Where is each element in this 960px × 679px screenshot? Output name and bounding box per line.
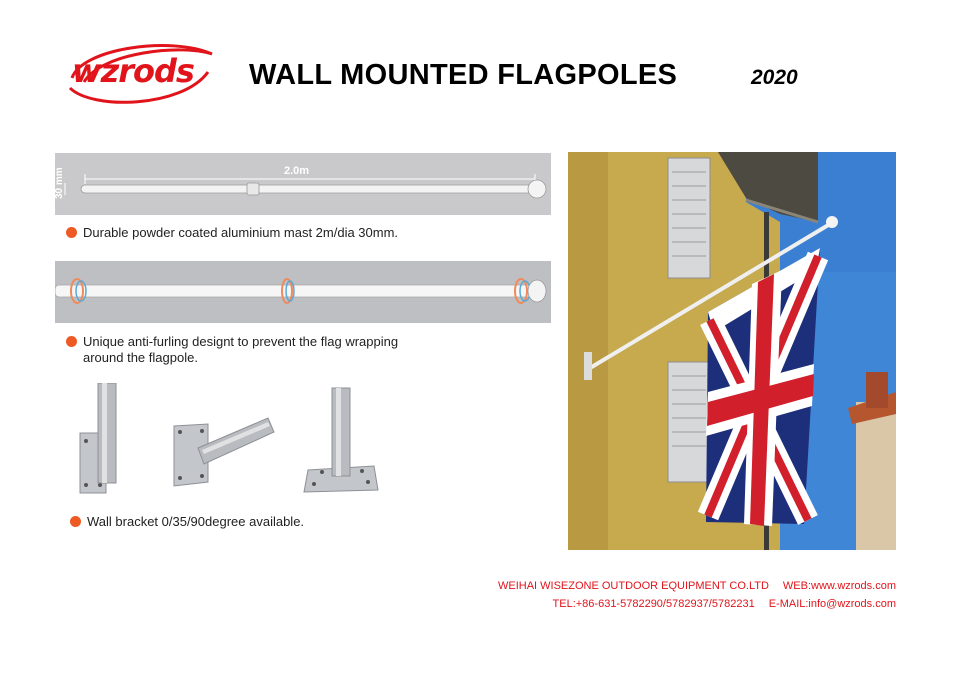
bullet-icon xyxy=(66,336,77,347)
page-title: WALL MOUNTED FLAGPOLES xyxy=(249,59,678,91)
mast-length-label: 2.0m xyxy=(284,165,310,177)
feature-item xyxy=(66,225,398,241)
feature-text: Durable powder coated aluminium mast 2m/dia 30mm. xyxy=(83,225,399,240)
footer-company-line xyxy=(498,580,896,592)
year-label: 2020 xyxy=(751,66,798,89)
brand-logo xyxy=(62,38,218,110)
company-name: WEIHAI WISEZONE OUTDOOR EQUIPMENT CO.LTD xyxy=(497,580,769,592)
union-jack-flagpole-photo xyxy=(568,152,896,550)
logo-text: wzrods xyxy=(72,52,194,90)
bullet-icon xyxy=(66,227,77,238)
feature-text: Wall bracket 0/35/90degree available. xyxy=(87,514,305,529)
bracket-35-degree-icon xyxy=(168,410,278,492)
feature-item xyxy=(66,334,426,366)
flagpole-mast-icon xyxy=(55,153,551,215)
anti-furling-image xyxy=(55,261,551,323)
mast-diameter-label: 30 mm xyxy=(54,167,65,199)
anti-furling-rings-icon xyxy=(55,261,551,323)
feature-text: Unique anti-furling designt to prevent the flag wrapping around the flagpole. xyxy=(83,334,399,365)
email-link[interactable]: E-MAIL:info@wzrods.com xyxy=(768,598,896,610)
telephone-text: TEL:+86-631-5782290/5782937/5782231 xyxy=(552,598,755,610)
website-link[interactable]: WEB:www.wzrods.com xyxy=(782,580,896,592)
bracket-0-degree-icon xyxy=(76,383,126,495)
bracket-90-degree-icon xyxy=(300,386,382,496)
footer-contact-line xyxy=(553,598,896,610)
mast-image xyxy=(55,153,551,215)
bullet-icon xyxy=(70,516,81,527)
feature-item xyxy=(70,514,304,530)
